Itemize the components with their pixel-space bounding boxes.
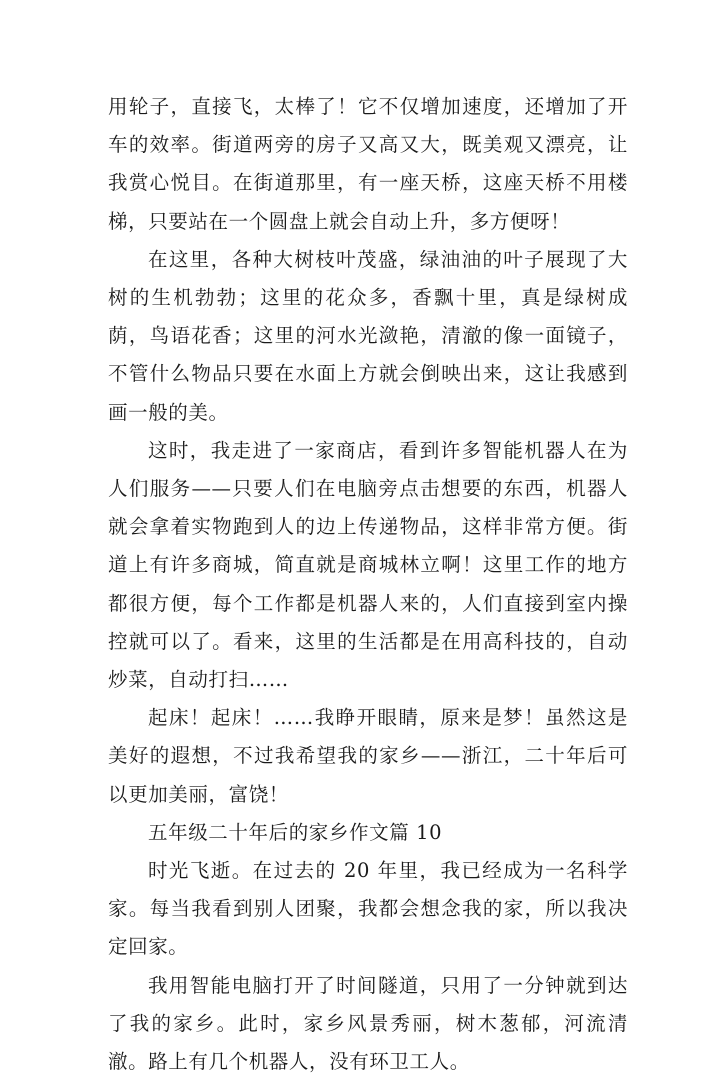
article-body [108,88,628,1081]
paragraph-5: 时光飞逝。在过去的 20 年里，我已经成为一名科学家。每当我看到别人团聚，我都会想念我的家，所以我决定回家。 [108,859,628,959]
section-heading: 五年级二十年后的家乡作文篇 10 [148,820,443,844]
paragraph-1: 用轮子，直接飞，太棒了！它不仅增加速度，还增加了开车的效率。街道两旁的房子又高又大，既美观又漂亮，让我赏心悦目。在街道那里，有一座天桥，这座天桥不用楼梯，只要站在一个圆盘上就会自动上升，多方便呀！ [108,95,628,233]
paragraph-3: 这时，我走进了一家商店，看到许多智能机器人在为人们服务——只要人们在电脑旁点击想要的东西，机器人就会拿着实物跑到人的边上传递物品，这样非常方便。街道上有许多商城，简直就是商城林立啊！这里工作的地方都很方便，每个工作都是机器人来的，人们直接到室内操控就可以了。看来，这里的生活都是在用高科技的，自动炒菜，自动打扫…… [108,438,628,692]
paragraph-2: 在这里，各种大树枝叶茂盛，绿油油的叶子展现了大树的生机勃勃；这里的花众多，香飘十里，真是绿树成荫，鸟语花香；这里的河水光潋艳，清澈的像一面镜子，不管什么物品只要在水面上方就会倒映出来，这让我感到画一般的美。 [108,247,628,424]
paragraph-4: 起床！起床！……我睁开眼睛，原来是梦！虽然这是美好的遐想，不过我希望我的家乡——浙江，二十年后可以更加美丽，富饶！ [108,706,628,806]
paragraph-6: 我用智能电脑打开了时间隧道，只用了一分钟就到达了我的家乡。此时，家乡风景秀丽，树木葱郁，河流清澈。路上有几个机器人，没有环卫工人。 [108,973,628,1074]
